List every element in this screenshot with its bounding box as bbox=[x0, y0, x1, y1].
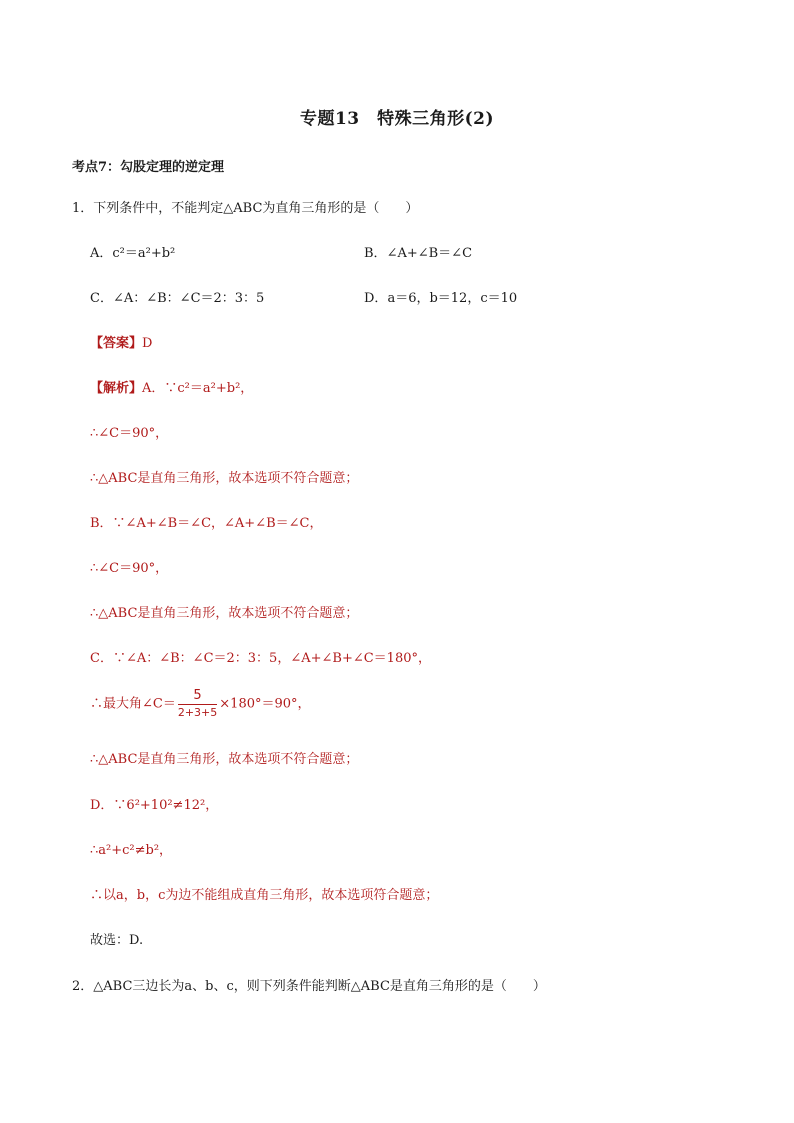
option-label: B． bbox=[364, 246, 387, 261]
section-heading: 考点7：勾股定理的逆定理 bbox=[72, 160, 225, 175]
question-number: 1． bbox=[72, 201, 94, 216]
option-b bbox=[364, 242, 472, 261]
fraction-numerator: 5 bbox=[178, 688, 217, 705]
fraction-denominator: 2+3+5 bbox=[177, 706, 218, 719]
analysis-line-9: ∴△ABC是直角三角形，故本选项不符合题意； bbox=[90, 752, 359, 767]
analysis-text: ×180°＝90°， bbox=[219, 696, 311, 712]
analysis-line-7: C．∵∠A：∠B：∠C＝2：3：5，∠A+∠B+∠C＝180°， bbox=[90, 651, 431, 666]
analysis-line-12: ∴以a，b，c为边不能组成直角三角形，故本选项符合题意； bbox=[90, 888, 439, 903]
answer-value: D bbox=[142, 336, 153, 351]
answer-tag: 【答案】 bbox=[90, 336, 143, 351]
analysis-line-10: D．∵6²+10²≠12²， bbox=[90, 798, 219, 813]
question-stem: △ABC三边长为a、b、c，则下列条件能判断△ABC是直角三角形的是（ ） bbox=[93, 979, 546, 994]
analysis-line-5: ∴∠C＝90°， bbox=[90, 561, 169, 576]
page-title: 专题13 特殊三角形(2) bbox=[299, 109, 495, 129]
analysis-text: A．∵c²＝a²+b²， bbox=[142, 381, 254, 396]
option-label: D． bbox=[364, 291, 388, 306]
option-text: c²＝a²+b² bbox=[112, 246, 176, 261]
option-c bbox=[90, 287, 264, 306]
fraction bbox=[178, 688, 217, 720]
option-a bbox=[90, 242, 175, 261]
option-d bbox=[364, 287, 517, 306]
question-1 bbox=[72, 197, 418, 216]
question-number: 2． bbox=[72, 979, 94, 994]
analysis-text: ∴最大角∠C＝ bbox=[90, 696, 176, 712]
analysis-line-4: B．∵∠A+∠B＝∠C，∠A+∠B＝∠C， bbox=[90, 516, 323, 531]
question-2 bbox=[72, 975, 546, 994]
analysis-conclusion: 故选：D. bbox=[90, 933, 144, 948]
analysis-line-3: ∴△ABC是直角三角形，故本选项不符合题意； bbox=[90, 471, 359, 486]
analysis-line-8 bbox=[90, 688, 311, 720]
analysis-line-11: ∴a²+c²≠b²， bbox=[90, 843, 173, 858]
option-text: ∠A+∠B＝∠C bbox=[386, 246, 473, 261]
analysis-line-6: ∴△ABC是直角三角形，故本选项不符合题意； bbox=[90, 606, 359, 621]
analysis-line-1 bbox=[90, 377, 253, 396]
question-stem: 下列条件中，不能判定△ABC为直角三角形的是（ ） bbox=[93, 201, 419, 216]
answer-line bbox=[90, 332, 152, 351]
option-label: C． bbox=[90, 291, 113, 306]
analysis-tag: 【解析】 bbox=[90, 381, 143, 396]
option-text: ∠A：∠B：∠C＝2：3：5 bbox=[112, 291, 265, 306]
option-text: a＝6，b＝12，c＝10 bbox=[387, 291, 518, 306]
analysis-line-2: ∴∠C＝90°， bbox=[90, 426, 169, 441]
option-label: A． bbox=[90, 246, 113, 261]
